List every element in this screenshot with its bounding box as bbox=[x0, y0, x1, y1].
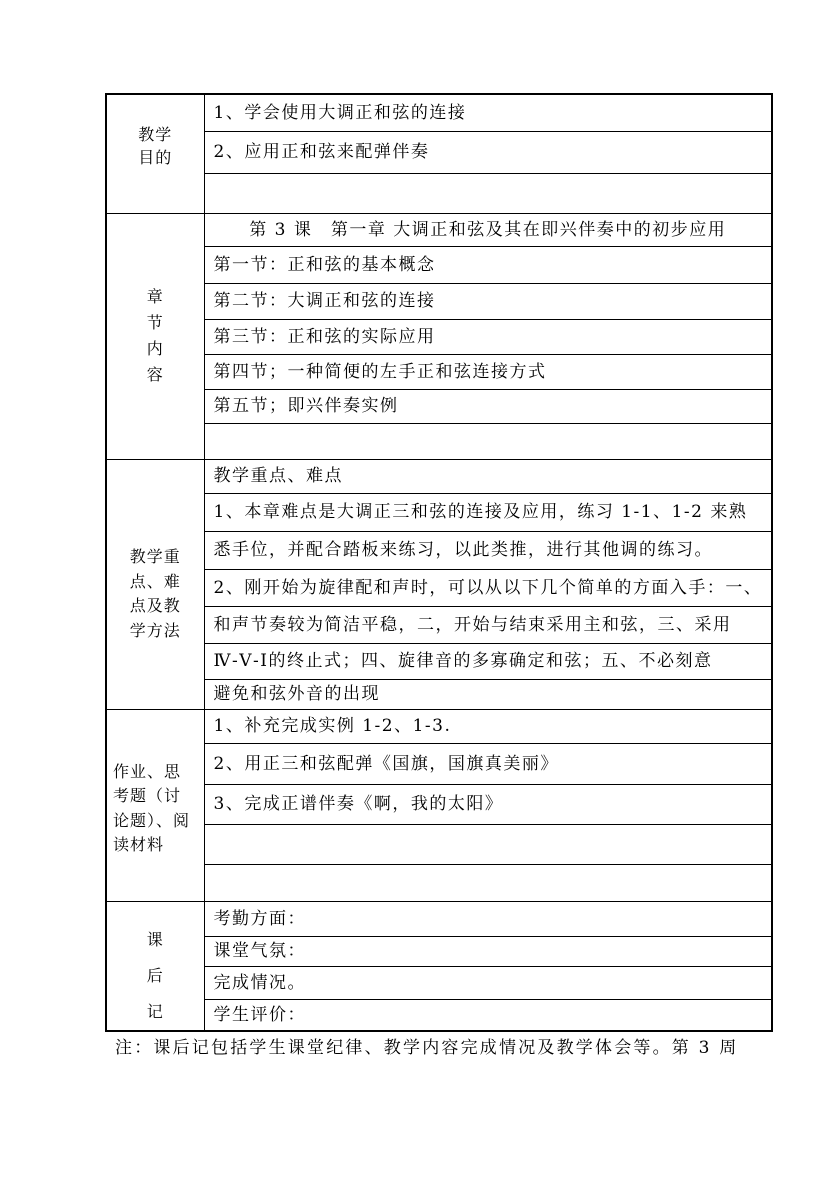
afterword-item: 课堂气氛： bbox=[204, 936, 772, 966]
homework-label bbox=[106, 709, 204, 901]
empty-cell bbox=[204, 824, 772, 864]
key-points-label-line: 点、难 bbox=[129, 571, 181, 591]
key-points-line: 避免和弦外音的出现 bbox=[204, 679, 772, 709]
afterword-label bbox=[106, 901, 204, 1031]
chapter-section-item: 第五节；即兴伴奏实例 bbox=[204, 389, 772, 423]
objective-item: 2、应用正和弦来配弹伴奏 bbox=[204, 131, 772, 173]
key-points-line: 悉手位，并配合踏板来练习，以此类推，进行其他调的练习。 bbox=[204, 531, 772, 569]
footer-note: 注：课后记包括学生课堂纪律、教学内容完成情况及教学体会等。第 3 周 bbox=[115, 1038, 739, 1058]
objective-item: 1、学会使用大调正和弦的连接 bbox=[204, 94, 772, 131]
empty-cell bbox=[204, 173, 772, 213]
key-points-heading: 教学重点、难点 bbox=[204, 459, 772, 493]
objectives-label bbox=[106, 94, 204, 213]
key-points-line: 和声节奏较为简洁平稳，二，开始与结束采用主和弦，三、采用 bbox=[204, 606, 772, 643]
lesson-plan-table bbox=[105, 93, 773, 1032]
afterword-item: 考勤方面： bbox=[204, 901, 772, 936]
afterword-label-line: 记 bbox=[146, 1001, 164, 1021]
key-points-line: 2、刚开始为旋律配和声时，可以从以下几个简单的方面入手：一、 bbox=[204, 569, 772, 606]
empty-cell bbox=[204, 423, 772, 459]
homework-label-line: 考题（讨 bbox=[113, 786, 182, 806]
key-points-label-line: 学方法 bbox=[129, 620, 181, 640]
chapter-section-item: 第三节：正和弦的实际应用 bbox=[204, 319, 772, 354]
afterword-label-line: 课 bbox=[146, 929, 164, 949]
objectives-label-line: 教学 bbox=[138, 124, 173, 144]
key-points-label bbox=[106, 459, 204, 709]
chapter-section-item: 第一节：正和弦的基本概念 bbox=[204, 246, 772, 283]
homework-label-line: 读材料 bbox=[113, 834, 165, 854]
afterword-item: 学生评价： bbox=[204, 999, 772, 1031]
homework-item: 1、补充完成实例 1-2、1-3. bbox=[204, 709, 772, 743]
chapter-label-line: 章 bbox=[146, 287, 164, 306]
afterword-label-line: 后 bbox=[146, 965, 164, 985]
key-points-label-line: 教学重 bbox=[129, 547, 181, 566]
homework-item: 3、完成正谱伴奏《啊，我的太阳》 bbox=[204, 784, 772, 824]
empty-cell bbox=[204, 864, 772, 901]
chapter-section-item: 第二节：大调正和弦的连接 bbox=[204, 283, 772, 319]
chapter-label-line: 容 bbox=[146, 365, 164, 384]
key-points-label-line: 点及教 bbox=[129, 596, 181, 615]
chapter-label bbox=[106, 213, 204, 459]
homework-label-line: 作业、思 bbox=[113, 761, 182, 781]
afterword-item: 完成情况。 bbox=[204, 966, 772, 999]
objectives-label-line: 目的 bbox=[138, 147, 173, 167]
key-points-line: Ⅳ-Ⅴ-Ⅰ的终止式；四、旋律音的多寡确定和弦；五、不必刻意 bbox=[204, 643, 772, 679]
chapter-section-item: 第四节；一种简便的左手正和弦连接方式 bbox=[204, 354, 772, 389]
homework-item: 2、用正三和弦配弹《国旗，国旗真美丽》 bbox=[204, 743, 772, 784]
chapter-label-line: 节 bbox=[146, 313, 164, 332]
homework-label-line: 论题）、阅 bbox=[113, 810, 191, 830]
chapter-title: 第 3 课 第一章 大调正和弦及其在即兴伴奏中的初步应用 bbox=[204, 213, 772, 246]
key-points-line: 1、本章难点是大调正三和弦的连接及应用，练习 1-1、1-2 来熟 bbox=[204, 493, 772, 531]
chapter-label-line: 内 bbox=[146, 339, 164, 358]
